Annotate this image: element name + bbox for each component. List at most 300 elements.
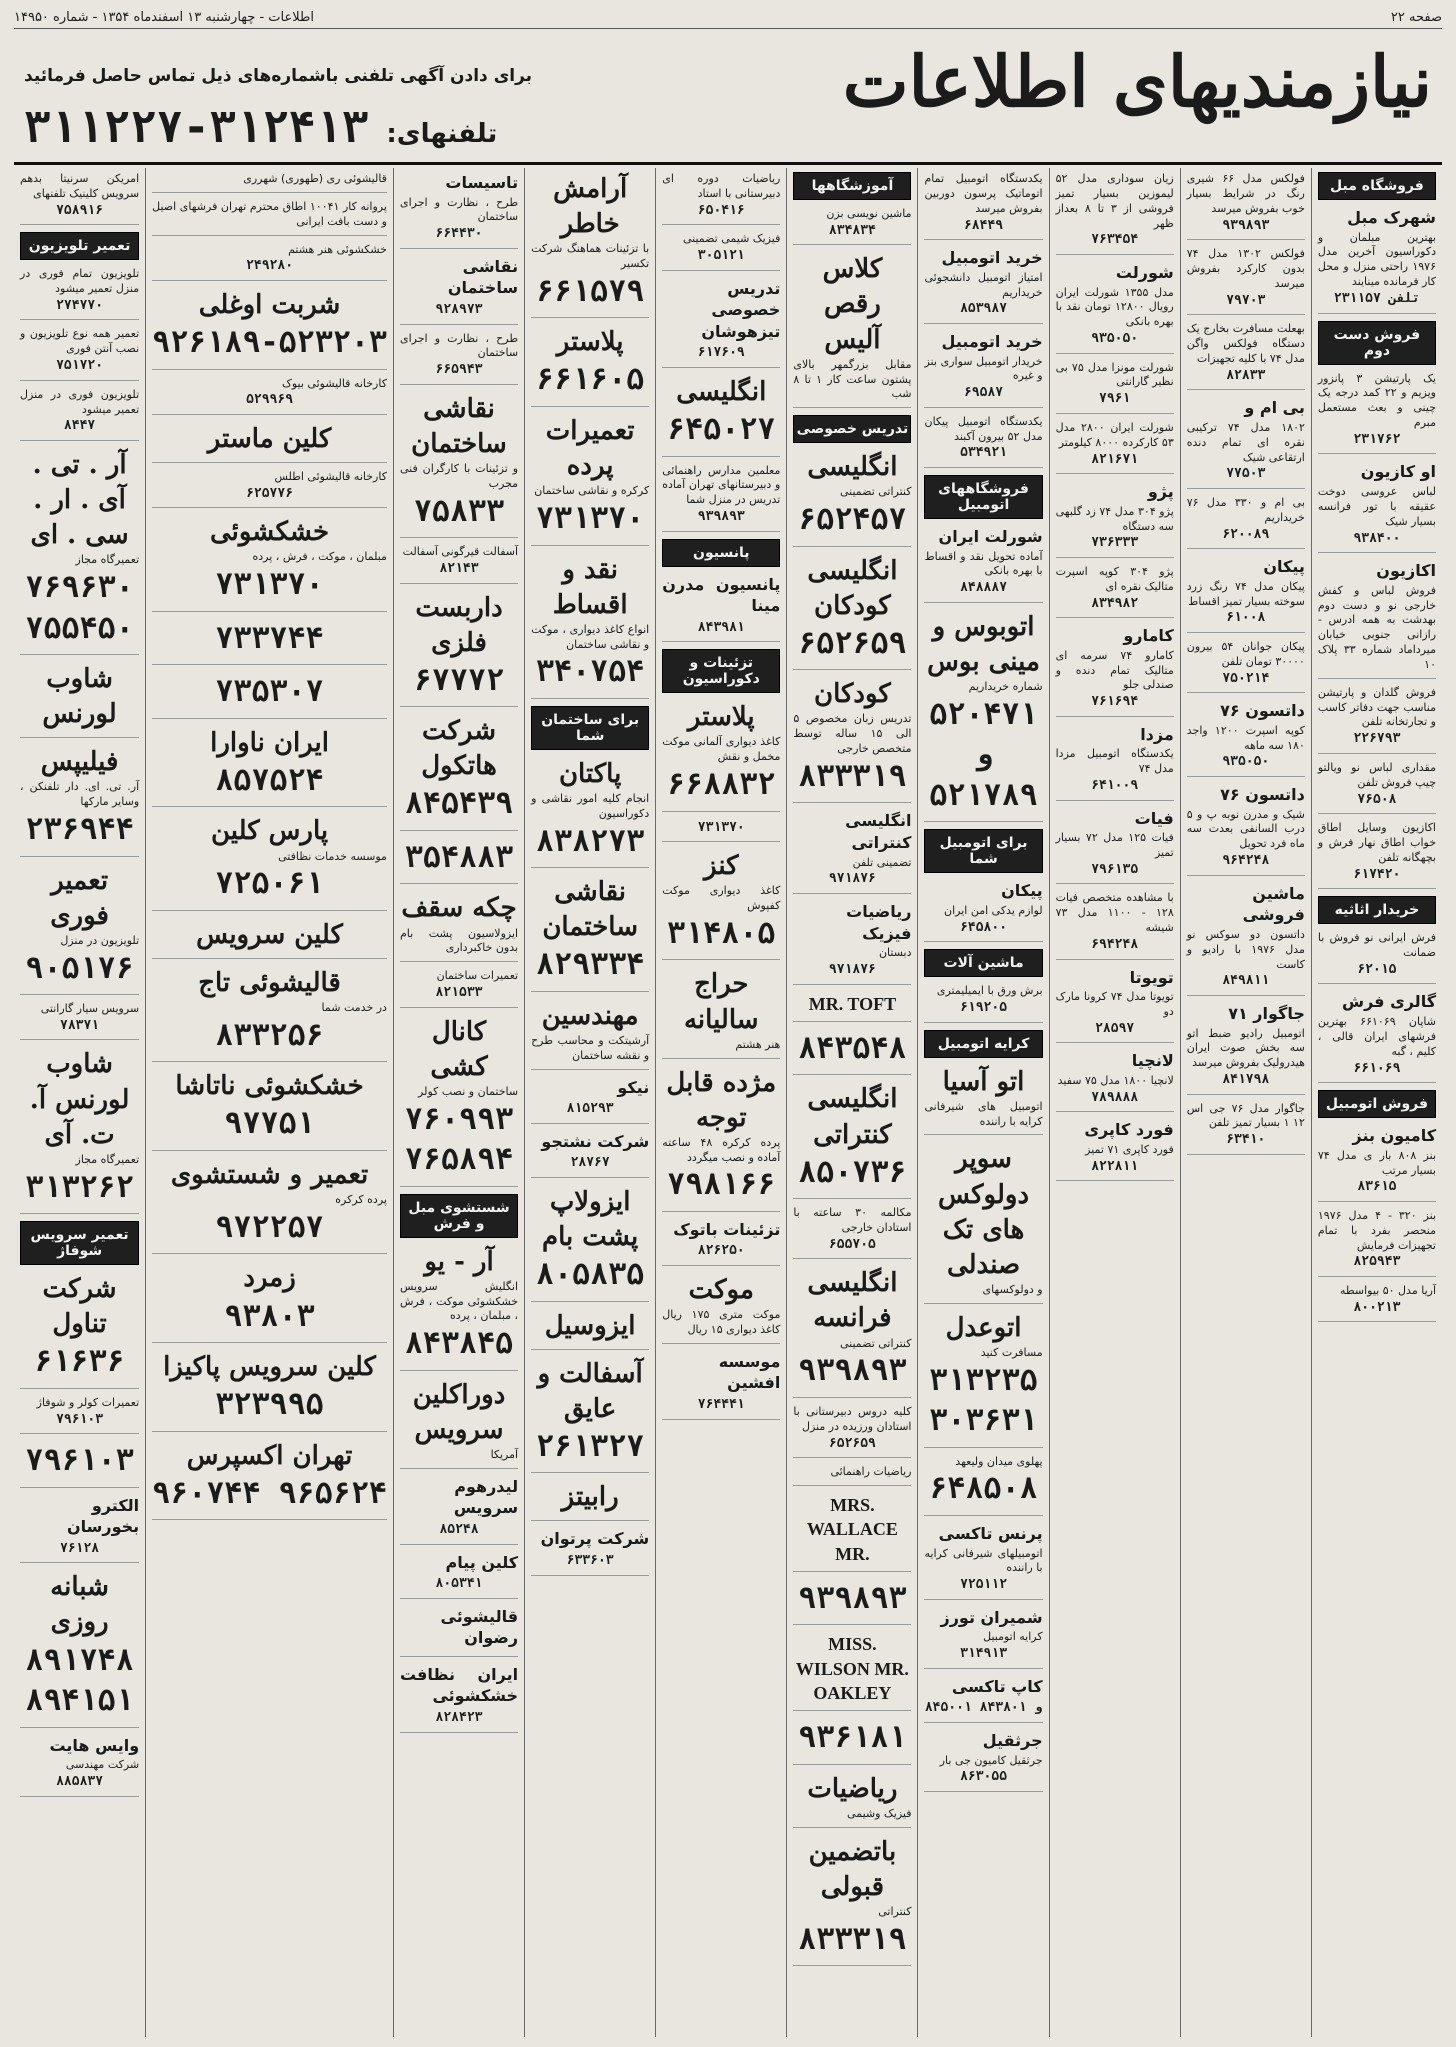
ad-body: لباس عروسی دوخت عقیقه با تور فرانسه بسیار شیک xyxy=(1317,485,1436,528)
ad-headline: انگلیسی کنتراتی xyxy=(807,1084,898,1150)
classified-ad xyxy=(20,1002,139,1040)
ad-phone: ۸۴۴۷ xyxy=(63,418,96,434)
ad-headline: کنز xyxy=(703,851,739,882)
dateline: اطلاعات - چهارشنبه ۱۳ اسفندماه ۱۳۵۴ - شماره ۱۴۹۵۰ xyxy=(14,9,314,25)
ad-headline: تاسیسات xyxy=(445,173,519,192)
ad-headline: جرثقیل xyxy=(982,1730,1043,1750)
ad-phone: ۶۵۰۴۱۶ xyxy=(697,202,745,218)
ad-headline: مژده قابل توجه xyxy=(666,1067,777,1133)
ad-phone: ۹۳۵۰۵۰ xyxy=(1222,754,1270,770)
classified-ad xyxy=(152,1158,387,1254)
ad-latin-name: MRS. WALLACE MR. xyxy=(806,1494,898,1564)
ad-phone: ۶۵۵۷۰۵ xyxy=(828,1236,876,1252)
classified-ad xyxy=(400,256,518,325)
ad-body: فیات ۱۲۵ مدل ۷۲ بسیار تمیز xyxy=(1055,831,1174,860)
ad-headline: لیدرهوم سرویس xyxy=(453,1476,519,1518)
ad-body: پیکان مدل ۷۴ رنگ زرد سوخته بسیار تمیز اقساط xyxy=(1186,579,1305,608)
classified-ad xyxy=(924,610,1042,823)
ad-body: ماشین نویسی بزن xyxy=(826,207,912,220)
ad-phone: ۶۶۸۸۳۲ xyxy=(667,767,776,803)
ad-phone: ۸۵۳۹۸۷ xyxy=(960,301,1008,317)
ad-body: آسفالت قیرگونی آسفالت xyxy=(402,545,519,559)
classified-ad xyxy=(531,999,649,1070)
ad-body: پیکان جوانان ۵۴ بیرون ۳۰۰۰۰ تومان تلفن xyxy=(1186,639,1305,668)
ad-phone: ۲۷۴۷۷۰ xyxy=(56,297,104,313)
column-4 xyxy=(917,168,1048,2037)
ad-body: تلویزیون در منزل xyxy=(60,933,140,947)
ad-headline: خشکشوئی ناتاشا xyxy=(175,1071,364,1102)
classified-ad xyxy=(1318,1284,1436,1322)
classified-ad xyxy=(793,1632,911,1711)
classified-ad xyxy=(20,745,139,856)
classified-ad xyxy=(1056,565,1174,618)
ad-phone: ۲۸۷۶۷ xyxy=(570,1155,610,1171)
classified-ad xyxy=(152,288,387,370)
classified-ad xyxy=(1187,496,1305,549)
classified-ad xyxy=(152,672,387,719)
ad-headline: ماشین فروشی xyxy=(1242,883,1305,925)
classified-ad xyxy=(924,1676,1042,1723)
ad-phone: ۷۹۶۱۰۳ xyxy=(25,1443,134,1479)
classified-ad xyxy=(20,1495,139,1564)
ad-phone: ۸۳۳۳۱۹ xyxy=(798,1921,907,1957)
ad-phone: ۷۹۶۱ xyxy=(1099,391,1131,407)
ad-phone: ۸۲۹۳۳۴ xyxy=(535,947,645,983)
classified-ad xyxy=(531,757,649,868)
classified-ad xyxy=(20,448,139,655)
ad-body: مکالمه ۳۰ ساعته با استادان خارجی xyxy=(793,1206,912,1234)
classified-ad xyxy=(1187,640,1305,693)
ad-body: کلیه دروس دبیرستانی با استادان ورزیده در منزل xyxy=(793,1404,912,1433)
ad-phone: ۸۴۵۴۳۹ xyxy=(404,786,514,822)
ad-body: برش ورق با ایمیلیمتری xyxy=(936,984,1043,998)
ad-phone: ۷۶۵۰۸ xyxy=(1357,791,1397,807)
ad-phone: ۶۴۸۵۰۸ xyxy=(929,1471,1038,1507)
ad-phone: ۸۳۶۱۵ xyxy=(1357,1179,1397,1195)
ad-headline: پلاستر xyxy=(556,327,624,358)
ad-phone: ۲۶۱۳۲۷ xyxy=(535,1428,645,1464)
ad-phone: ۸۹۱۷۴۸ ۸۹۴۱۵۱ xyxy=(25,1642,134,1719)
classified-ad xyxy=(793,554,911,671)
ad-phone: ۸۱۵۲۹۳ xyxy=(566,1101,614,1117)
ad-phone: ۷۲۵۰۶۱ xyxy=(215,866,324,902)
ad-phone: ۹۶۴۲۴۸ xyxy=(1222,853,1270,869)
ad-body: موسسه خدمات نظافتی xyxy=(278,849,387,863)
ad-phone: ۶۲۵۷۷۶ xyxy=(246,485,294,501)
column-6 xyxy=(655,168,786,2037)
ad-phone: ۷۹۷۰۳ xyxy=(1226,292,1266,308)
classified-ad xyxy=(531,1528,649,1575)
ad-headline: نقاشی ساختمان xyxy=(542,877,638,943)
ad-body: کارخانه قالیشوئی اطلس xyxy=(274,470,387,483)
ad-phone: ۹۳۸۰۳ xyxy=(224,1298,315,1334)
ad-body: آر. تی. ای. دار تلفنکن ، وسایر مارکها xyxy=(20,780,140,809)
ad-phone: ۶۱۶۳۶ xyxy=(34,1344,125,1380)
masthead-subline: برای دادن آگهی تلفنی باشماره‌های ذیل تماس حاصل فرمائید xyxy=(24,66,533,86)
ad-phone: ۸۳۴۹۸۲ xyxy=(1091,595,1139,611)
ad-phone: ۶۳۳۶۰۳ xyxy=(566,1553,614,1569)
ad-body: فروش گلدان و پارتیشن مناسب جهت دفاتر کاسب و تجارتخانه تلفن xyxy=(1317,685,1436,729)
ad-headline: نقد و اقساط xyxy=(552,554,628,620)
ad-headline: جاگوار ۷۱ xyxy=(1228,1003,1305,1023)
ad-phone: ۶۶۴۴۳۰ xyxy=(435,226,483,242)
ad-phone: ۷۳۱۳۷۰ xyxy=(215,567,324,603)
classified-ad xyxy=(662,232,780,270)
classified-ad xyxy=(1187,322,1305,390)
ad-phone: ۲۴۹۲۸۰ xyxy=(246,258,294,274)
ad-body: یکدستگاه اتومبیل تمام اتوماتیک پرسون دوربین بفروش میرسد xyxy=(924,172,1043,215)
column-1 xyxy=(1311,168,1442,2037)
classified-ad xyxy=(1187,1102,1305,1155)
classified-ad xyxy=(1187,556,1305,633)
ad-body: کامارو ۷۴ سرمه ای متالیک تمام دنده و صندلی جلو xyxy=(1055,648,1174,692)
ad-phone: ۹۰۵۱۷۶ xyxy=(25,950,134,986)
ad-body: انجام کلیه امور نقاشی و دکوراسیون xyxy=(531,791,650,820)
classified-ad xyxy=(400,1245,518,1371)
classified-ad xyxy=(793,252,911,408)
section-header: برای اتومبیل شما xyxy=(924,829,1042,873)
ad-headline: شورلت ایران xyxy=(938,526,1043,546)
ad-phone: ۷۸۳۷۱ xyxy=(60,1017,100,1033)
phones-label: تلفنهای: xyxy=(386,119,498,149)
ad-headline: کلاس رقص آلیس xyxy=(822,254,883,355)
ad-body: تدریس زبان مخصوص ۵ الی ۱۵ ساله توسط متخصص خارجی xyxy=(793,712,912,756)
ad-phone: ۷۶۴۴۴۱ xyxy=(697,1396,745,1412)
classified-ad xyxy=(20,388,139,441)
classified-ad xyxy=(20,1047,139,1214)
classified-ad xyxy=(1318,1209,1436,1277)
classified-ad xyxy=(924,331,1042,408)
ad-body: تعمیرگاه مجاز xyxy=(75,553,140,567)
ad-headline: مزدا xyxy=(1140,724,1174,744)
ad-phone: ۷۳۳۷۴۴ xyxy=(215,620,324,656)
classified-ad xyxy=(1318,560,1436,679)
classified-ad xyxy=(1056,361,1174,414)
ad-body: اتومبیل رادیو ضبط اتو سه بخش صوت ایران هیدرولیک بفروش میرسد xyxy=(1186,1026,1305,1070)
ad-phone: ۷۹۸۱۶۶ xyxy=(667,1167,776,1203)
ad-body: یکدستگاه اتومبیل پیکان مدل ۵۲ بیرون آکبند xyxy=(924,414,1043,443)
ad-body: سرویس سیار گارانتی xyxy=(40,1002,140,1016)
ad-body: در خدمت شما xyxy=(321,1001,387,1015)
classified-ad xyxy=(531,172,649,318)
classified-ad xyxy=(1056,1119,1174,1181)
ad-body: امتیاز اتومبیل دانشجوئی خریداریم xyxy=(924,270,1043,299)
ad-body: مدل ۱۳۵۵ شورلت ایران رویال ۱۲۸۰۰ تومان نقد با بهره بانکی xyxy=(1055,285,1174,329)
ad-headline: کودکان xyxy=(814,679,891,710)
ad-body: پهلوی میدان ولیعهد xyxy=(955,1454,1043,1468)
classified-ad xyxy=(400,1552,518,1599)
classified-ad xyxy=(20,1272,139,1389)
ad-headline: شمیران تورز xyxy=(940,1607,1043,1627)
ad-body: اکازیون وسایل اطاق خواب اطاق نهار فرش و بچهگانه تلفن xyxy=(1317,821,1436,864)
ad-headline: تعمیر فوری xyxy=(50,865,109,931)
classified-ad xyxy=(152,200,387,236)
ad-phone: ۸۴۸۸۸۷ xyxy=(960,580,1008,596)
ad-phone: ۵۳۴۹۲۱ xyxy=(960,445,1008,461)
ad-body: کارخانه قالیشوئی بیوک xyxy=(282,376,387,390)
ad-body: پرده کرکره xyxy=(335,1193,387,1207)
ad-phone: ۹۷۲۲۵۷ xyxy=(215,1209,324,1245)
ad-headline: موسسه افشین xyxy=(718,1351,781,1393)
ad-body: پروانه کار ۱۰۰۴۱ اطاق محترم تهران فرشهای اصیل و دست بافت ایرانی xyxy=(152,199,387,228)
ad-phone: ۷۶۱۲۸ xyxy=(60,1540,100,1556)
ad-body: ساختمان و نصب کولر xyxy=(418,1084,519,1098)
ad-body: جاگوار مدل ۷۶ جی اس ۱۲ ۱ بسیار تمیز تلفن xyxy=(1186,1101,1305,1130)
classified-ad xyxy=(1056,172,1174,255)
ad-headline: لانچیا xyxy=(1131,1051,1174,1071)
classified-ad xyxy=(793,1579,911,1626)
ad-phone: ۶۵۲۶۵۹ xyxy=(798,625,907,661)
ad-phone: ۶۵۲۶۵۹ xyxy=(828,1435,876,1451)
ad-body: طرح ، نظارت و اجرای ساختمان xyxy=(399,195,519,224)
ad-headline: داتسون ۷۶ xyxy=(1220,701,1305,721)
classified-ad xyxy=(1318,372,1436,455)
classified-ad xyxy=(152,243,387,281)
ad-headline: انگلیسی xyxy=(807,452,898,483)
ad-headline: نقاشی ساختمان xyxy=(411,393,507,459)
section-header: شستشوی مبل و فرش xyxy=(400,1194,518,1238)
ad-headline: آر . تی . آی . ار . سی . ای xyxy=(30,449,129,551)
masthead-title: نیازمندیهای اطلاعات xyxy=(842,40,1432,123)
ad-body: خشکشوئی هنر هشتم xyxy=(288,242,387,256)
classified-ad xyxy=(1056,262,1174,354)
ad-body: شورلت ایران ۲۸۰۰ مدل ۵۳ کارکرده ۸۰۰۰ کیلومتر xyxy=(1055,420,1174,449)
ad-phone: ۲۳۱۷۶۲ xyxy=(1353,431,1401,447)
section-header: تعمیر سرویس شوفاژ xyxy=(20,1221,139,1265)
ad-body: زیان سوداری مدل ۵۲ لیموزین بسیار تمیز فروشی از ۳ تا ۸ بعداز ظهر xyxy=(1055,172,1174,230)
ad-phone: ۹۳۹۸۹۳ xyxy=(1222,217,1270,233)
classified-ad xyxy=(793,1266,911,1398)
ad-phone: ۸۳۳۲۵۶ xyxy=(215,1017,324,1053)
ad-headline: ایران نظافت خشکشوئی xyxy=(399,1664,519,1706)
column-5 xyxy=(786,168,917,2037)
ad-phone: ۸۵۰۷۳۶ xyxy=(798,1154,907,1190)
ad-phone: ۸۴۳۹۸۱ xyxy=(697,619,745,635)
classified-ad xyxy=(152,814,387,910)
ad-headline: شهرک مبل xyxy=(1347,208,1436,227)
section-header: کرایه اتومبیل xyxy=(924,1030,1042,1058)
ad-phone: ۶۶۵۹۴۳ xyxy=(435,362,483,378)
ad-body: کنتراتی xyxy=(878,1904,912,1918)
ad-body: قالیشوئی ری (طهوری) شهرری xyxy=(243,172,387,185)
ad-body: فرش ایرانی نو فروش با ضمانت xyxy=(1317,931,1436,959)
classified-ad xyxy=(20,1441,139,1488)
classified-ad xyxy=(924,1065,1042,1136)
classified-ad xyxy=(531,1357,649,1474)
ad-headline: پیکان xyxy=(1001,881,1043,901)
classified-ad xyxy=(152,1439,387,1521)
ad-phone: ۶۱۹۲۰۵ xyxy=(960,1000,1008,1016)
classified-ad xyxy=(662,172,780,225)
ad-phone: ۲۲۶۷۹۳ xyxy=(1353,731,1401,747)
ad-headline: شرکت نشتجو xyxy=(541,1131,650,1151)
ad-phone: ۷۳۶۳۳۳ xyxy=(1091,535,1139,551)
classified-ad xyxy=(20,1396,139,1434)
ad-headline: داربست فلزی xyxy=(415,592,503,658)
ad-latin-name: MR. TOFT xyxy=(808,993,897,1014)
classified-ad xyxy=(662,700,780,811)
classified-ad xyxy=(1056,1050,1174,1112)
classified-ad xyxy=(924,880,1042,942)
ad-phone: ۸۲۸۴۲۳ xyxy=(435,1710,483,1726)
ad-phone: ۷۳۱۳۷۰ xyxy=(535,501,645,536)
ad-body: شیک و مدرن نوبه پ و ۵ درب السانفی بعدت سه ماه فرد تحویل xyxy=(1186,807,1305,851)
ad-headline: پژو xyxy=(1147,482,1174,502)
ad-phone: ۸۲۱۶۷۱ xyxy=(1091,451,1139,467)
ad-body: تلویزیون فوری در منزل تعمیر میشود xyxy=(20,387,140,416)
ad-headline: تویوتا xyxy=(1129,967,1174,987)
ad-phone: ۷۳۱۳۷۰ xyxy=(697,819,745,835)
ad-headline: بی ام و xyxy=(1244,398,1305,418)
section-header: تزئینات و دکوراسیون xyxy=(662,649,780,693)
section-header: تعمیر تلویزیون xyxy=(20,232,139,260)
ad-phone: ۹۳۸۴۰۰ xyxy=(1353,530,1401,546)
ad-phone: ۶۲۰۱۵ xyxy=(1357,961,1397,977)
ad-headline: شرکت هاتکول xyxy=(421,716,497,782)
ad-body: پژو ۳۰۴ کوپه اسپرت متالیک نقره ای xyxy=(1055,564,1174,593)
ad-headline: کلین سرویس پاکیزا xyxy=(163,1352,376,1383)
ad-body: ایزولاسیون پشت بام بدون خاکبرداری xyxy=(399,926,519,955)
ad-body: طرح ، نظارت و اجرای ساختمان xyxy=(399,331,519,360)
ad-phone: ۷۵۸۳۳ xyxy=(413,493,505,529)
ad-phone: ۸۴۵۰۰۱ و ۸۴۳۸۰۱ xyxy=(924,1700,1043,1716)
ad-headline: شبانه روزی xyxy=(50,1572,109,1638)
ad-headline: پلاستر xyxy=(687,702,755,733)
ad-phone: ۸۴۳۸۴۵ xyxy=(404,1326,514,1362)
ad-phone: ۸۲۱۴۳ xyxy=(439,561,479,577)
ad-body: کرایه اتومبیل xyxy=(983,1630,1043,1644)
ad-body: تویوتا مدل ۷۴ کرونا مارک دو xyxy=(1055,990,1174,1018)
ad-headline: کلین سرویس xyxy=(196,919,343,950)
classified-ad xyxy=(152,422,387,463)
section-header: خریدار اثاثیه xyxy=(1318,896,1436,924)
ad-phone: ۹۲۸۹۷۳ xyxy=(435,302,483,318)
ad-body: ریاضیات راهنمائی xyxy=(830,1465,912,1479)
ad-headline: تعمیر و شستشوی xyxy=(170,1159,369,1190)
ad-phone: ۲۸۵۹۷ xyxy=(1095,1020,1135,1036)
ad-body: تعمیر همه نوع تلویزیون و نصب آنتن فوری xyxy=(20,327,140,356)
ad-headline: کاپ تاکسی xyxy=(951,1676,1043,1696)
ad-body: امریکن سرنیتا بدهم سرویس کلینیک تلفنهای xyxy=(20,172,140,200)
ad-phone: ۷۲۵۱۱۲ xyxy=(960,1577,1008,1593)
ad-phone: ۷۸۹۸۸۸ xyxy=(1091,1089,1139,1105)
ad-headline: خرید اتومبیل xyxy=(941,248,1043,268)
ad-body: ۱۸۰۲ مدل ۷۴ ترکیبی نقره ای تمام دنده ارتقاعی شیک xyxy=(1186,420,1305,464)
ad-phone: ۶۲۰۰۸۹ xyxy=(1222,526,1270,542)
section-header: برای ساختمان شما xyxy=(531,706,649,750)
ad-phone: ۳۰۵۱۲۱ xyxy=(697,248,745,264)
ad-phone: ۶۴۵۰۲۷ xyxy=(667,412,776,448)
ad-headline: انگلیسی کودکان xyxy=(807,555,898,621)
ad-body: انواع کاغذ دیواری ، موکت و نقاشی ساختمان xyxy=(531,622,650,651)
ad-headline: کانال کشی xyxy=(430,1016,488,1082)
ad-headline: تهران اکسپرس xyxy=(186,1440,353,1471)
ad-phone: ۸۳۸۲۷۳ xyxy=(535,823,645,859)
classified-ad xyxy=(400,838,518,885)
ad-headline: فیات xyxy=(1134,808,1174,828)
ad-headline: سوپر دولوکس های تک صندلی xyxy=(938,1144,1030,1280)
classified-ad xyxy=(400,891,518,962)
classified-ad xyxy=(924,1523,1042,1600)
ad-phone: ۸۲۱۵۳۳ xyxy=(435,985,483,1001)
classified-ad xyxy=(793,1772,911,1828)
column-10 xyxy=(14,168,145,2037)
section-header: پانسیون xyxy=(662,539,780,567)
classified-ad xyxy=(152,172,387,193)
classified-ad xyxy=(400,1606,518,1657)
classified-ad xyxy=(793,450,911,546)
ad-phone: ۷۵۰۲۱۴ xyxy=(1222,670,1270,686)
ad-body: بهعلت مسافرت بخارج یک دستگاه فولکس واگن مدل ۷۴ با کلیه تجهیزات xyxy=(1186,322,1305,365)
classified-ad xyxy=(924,1311,1042,1448)
ad-phone: ۶۹۴۲۴۸ xyxy=(1091,936,1139,952)
classified-ad xyxy=(662,574,780,643)
page-topline xyxy=(14,6,1442,29)
ad-body: تعمیرگاه مجاز xyxy=(75,1152,140,1166)
classified-ad xyxy=(1187,247,1305,315)
ad-headline: تزئینات باتوک xyxy=(673,1219,781,1239)
ad-phone: ۸۴۱۷۹۸ xyxy=(1222,1072,1270,1088)
classified-ad xyxy=(793,1718,911,1765)
ad-body: فولکس ۱۳۰۲ مدل ۷۴ بدون کارکرد بفروش میرسد xyxy=(1186,247,1305,290)
ad-phone: ۶۱۰۰۸ xyxy=(1226,610,1266,626)
classified-ad xyxy=(1318,1125,1436,1202)
ad-phone: ۸۵۷۵۲۴ xyxy=(215,762,324,798)
classified-ad xyxy=(152,377,387,415)
ad-phone: ۹۲۶۱۸۹-۵۲۳۲۰۳ xyxy=(152,325,387,361)
ad-body: کاغذ دیواری آلمانی موکت مخمل و نقش xyxy=(662,735,781,764)
classified-ad xyxy=(152,1350,387,1432)
classified-ad xyxy=(1318,461,1436,553)
ad-body: جرثقیل کامیون جی بار xyxy=(939,1753,1043,1767)
ad-phone: ۶۶۱۰۶۹ xyxy=(1353,1060,1401,1076)
classified-ad xyxy=(20,1570,139,1727)
classified-ad xyxy=(400,714,518,831)
ad-phone: ۸۴۳۵۴۸ xyxy=(798,1030,907,1066)
ad-body: فروش لباس و کفش خارجی نو و دست دوم بهدشت به همه ادرس - رازانی جنوبی خیابان میرداماد شماره ۳۳ پلاک ۱۰ xyxy=(1317,583,1436,671)
ad-phone: ۸۲۶۲۵۰ xyxy=(697,1243,745,1259)
ad-phone: ۸۲۲۸۱۱ xyxy=(1091,1158,1139,1174)
classified-ad xyxy=(20,864,139,996)
classified-ad xyxy=(400,591,518,708)
ad-body: مقابل بزرگمهر بالای پشتون ساعت کار ۱ تا ۸ شب xyxy=(793,357,912,401)
ad-phone: ۹۳۹۸۹۳ xyxy=(697,509,745,525)
ad-phone: ۸۵۲۴۸ xyxy=(439,1521,479,1537)
ad-phone: ۵۲۰۴۷۱ و ۵۲۱۷۸۹ xyxy=(929,696,1038,813)
classified-ad xyxy=(1318,686,1436,754)
classified-ad xyxy=(152,1261,387,1343)
ad-phone: ۹۷۱۸۷۶ xyxy=(828,962,876,978)
masthead-phones xyxy=(24,102,497,153)
ad-body: تضمینی تلفن xyxy=(852,855,912,869)
ad-body: کاغذ دیواری موکت کفپوش xyxy=(662,884,781,913)
ad-body: لانچیا ۱۸۰۰ مدل ۷۵ سفید xyxy=(1057,1073,1174,1087)
classified-ad xyxy=(924,1607,1042,1669)
column-8 xyxy=(393,168,524,2037)
ad-headline: آر - یو xyxy=(424,1246,494,1277)
classified-ad xyxy=(1187,397,1305,489)
ad-phone: ۸۲۸۳۳ xyxy=(1226,367,1266,383)
ad-body: شرکت مهندسی xyxy=(65,1758,140,1772)
ad-headline: ریاضیات xyxy=(807,1773,898,1804)
ad-headline: اتو آسیا xyxy=(942,1066,1025,1097)
classified-ad xyxy=(1187,883,1305,996)
ad-headline: تعمیرات پرده xyxy=(545,415,635,482)
ad-headline: شرکت پرتوان xyxy=(540,1529,650,1549)
classified-ad xyxy=(662,819,780,843)
classified-ad xyxy=(531,1077,649,1124)
classified-ad xyxy=(924,526,1042,603)
